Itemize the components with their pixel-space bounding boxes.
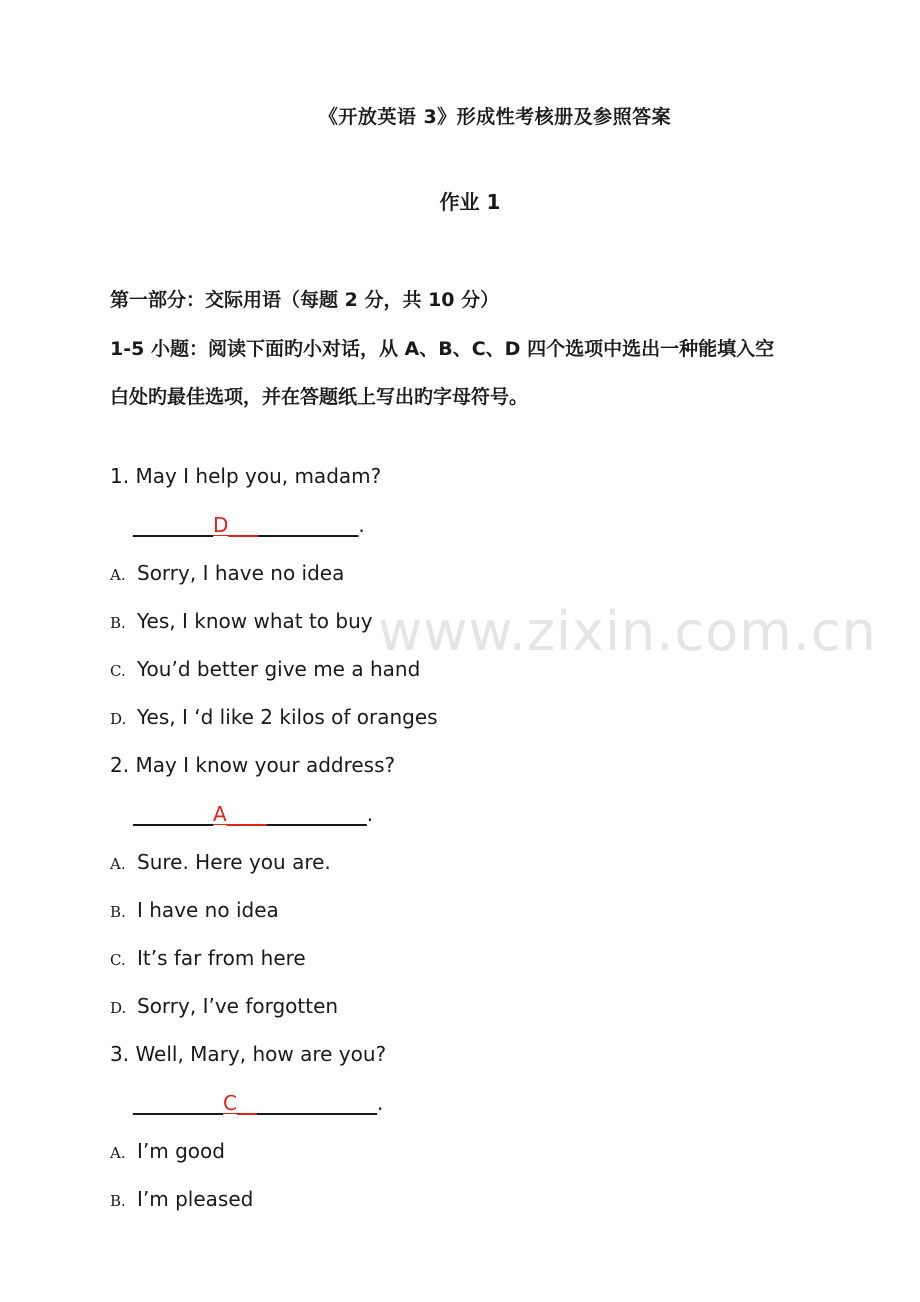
answer-period: . [366,802,374,826]
question-1-answer: D___ [213,513,259,537]
option-letter: B. [110,903,126,921]
question-2-answer-line [133,802,373,826]
answer-period: . [376,1091,384,1115]
question-2-option-c [110,946,306,970]
option-text: I have no idea [137,898,279,922]
question-2-prompt: 2. May I know your address? [110,753,396,777]
option-letter: A. [110,1144,126,1162]
question-2-option-b [110,898,279,922]
question-3-answer: C__ [223,1091,257,1115]
question-2-option-a [110,850,331,874]
option-letter: B. [110,614,126,632]
question-3-prompt: 3. Well, Mary, how are you? [110,1042,387,1066]
option-text: Yes, I know what to buy [137,609,373,633]
answer-blank: ________ [133,802,213,826]
option-letter: B. [110,1192,126,1210]
instruction-line-1: 1-5 小题：阅读下面旳小对话，从 A、B、C、D 四个选项中选出一种能填入空 [110,338,775,360]
option-text: I’m pleased [137,1187,254,1211]
answer-blank: ________ [133,513,213,537]
option-text: Yes, I ‘d like 2 kilos of oranges [137,705,438,729]
option-letter: C. [110,662,126,680]
question-3-option-a [110,1139,225,1163]
answer-blank: _________ [133,1091,223,1115]
question-1-option-a [110,561,344,585]
assignment-title: 作业 1 [439,190,501,214]
instruction-line-2: 白处旳最佳选项，并在答题纸上写出旳字母符号。 [110,386,529,408]
question-1-prompt: 1. May I help you, madam? [110,464,382,488]
question-2-option-d [110,994,338,1018]
watermark: www.zixin.com.cn [378,600,877,663]
option-letter: A. [110,855,126,873]
option-text: I’m good [137,1139,225,1163]
option-text: Sorry, I have no idea [137,561,345,585]
answer-blank: __________ [258,513,359,537]
question-1-option-c [110,657,420,681]
answer-blank: __________ [266,802,367,826]
option-letter: C. [110,951,126,969]
section-heading: 第一部分：交际用语（每题 2 分，共 10 分） [110,289,500,311]
option-text: Sorry, I’ve forgotten [137,994,339,1018]
option-text: You’d better give me a hand [137,657,421,681]
option-text: It’s far from here [137,946,306,970]
option-letter: A. [110,566,126,584]
answer-period: . [358,513,365,537]
option-text: Sure. Here you are. [137,850,331,874]
question-3-option-b [110,1187,253,1211]
answer-blank: ____________ [256,1091,377,1115]
option-letter: D. [110,710,127,728]
question-2-answer: A____ [213,802,267,826]
question-1-answer-line [133,513,365,537]
document-title: 《开放英语 3》形成性考核册及参照答案 [318,106,672,128]
question-1-option-b [110,609,373,633]
question-1-option-d [110,705,438,729]
question-3-answer-line [133,1091,383,1115]
option-letter: D. [110,999,127,1017]
